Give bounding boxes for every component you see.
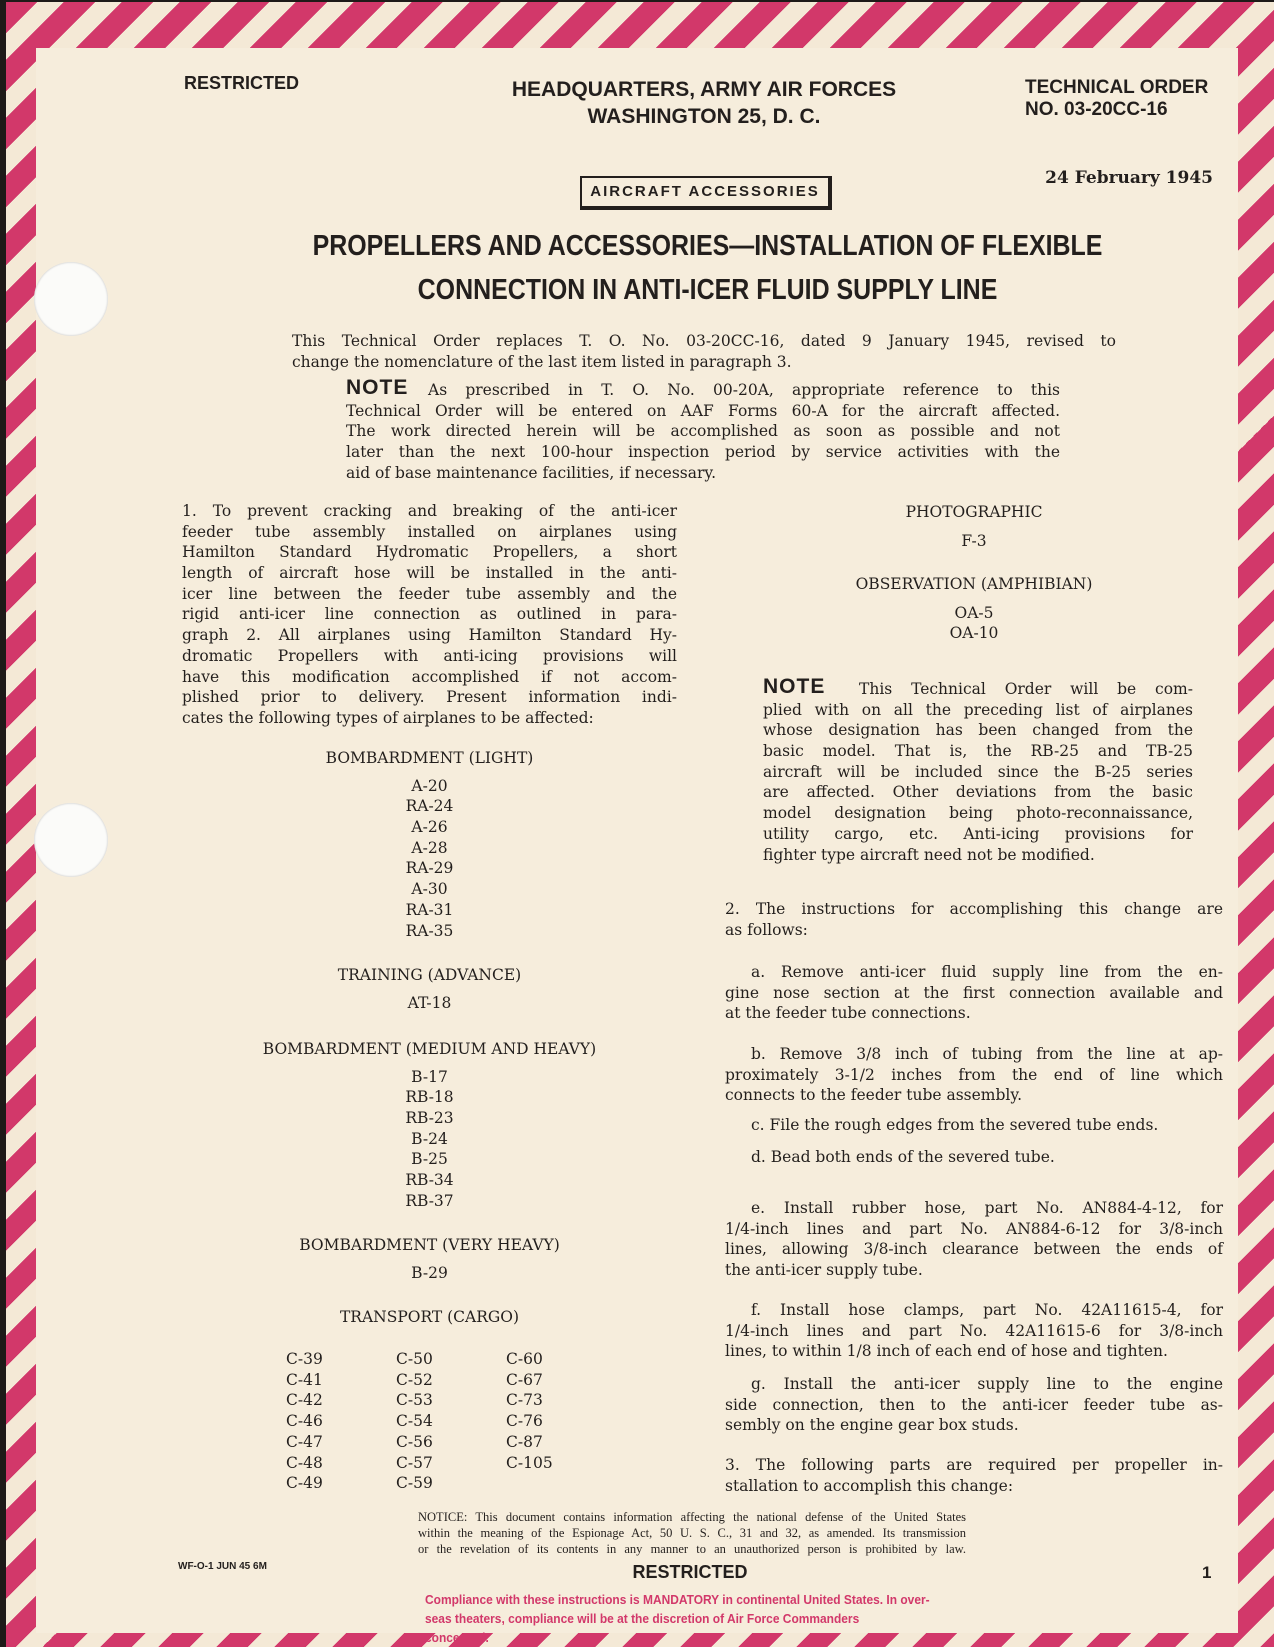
text-line: a. Remove anti-icer fluid supply line from the en-	[751, 963, 1223, 981]
aircraft-designation: C-52	[396, 1370, 433, 1389]
text-line: c. File the rough edges from the severed tube ends.	[751, 1116, 1159, 1134]
group-heading: PHOTOGRAPHIC	[905, 503, 1043, 521]
group-training	[182, 965, 677, 1013]
note-label: NOTE	[763, 675, 826, 698]
text-line: d. Bead both ends of the severed tube.	[751, 1148, 1055, 1166]
notice	[418, 1509, 966, 1557]
aircraft-designation: A-20	[411, 776, 448, 795]
text-line: g. Install the anti-icer supply line to the engine	[751, 1375, 1223, 1393]
text-line: Technical Order will be entered on AAF Forms 60-A for the aircraft affected.	[346, 401, 1060, 420]
issuing-authority	[454, 76, 954, 130]
text-line: The work directed herein will be accomplished as soon as possible and not	[346, 422, 1060, 441]
text-line: basic model. That is, the RB-25 and TB-25	[763, 742, 1193, 761]
text-line: connects to the feeder tube assembly.	[725, 1086, 1023, 1105]
text-line: This Technical Order will be com-	[859, 680, 1193, 698]
category-box: AIRCRAFT ACCESSORIES	[580, 176, 832, 210]
aircraft-designation: C-76	[506, 1412, 543, 1431]
notice-line: NOTICE: This document contains information affecting the national defense of the United States	[418, 1510, 966, 1524]
text-line: cates the following types of airplanes to be affected:	[182, 708, 594, 727]
note-label: NOTE	[346, 376, 409, 399]
aircraft-designation: RA-31	[405, 900, 454, 919]
aircraft-designation: RA-24	[405, 797, 454, 816]
aircraft-designation: C-42	[286, 1391, 323, 1410]
text-line: gine nose section at the first connection available and	[725, 983, 1223, 1002]
title-line: CONNECTION IN ANTI-ICER FLUID SUPPLY LINE	[417, 274, 998, 306]
text-line: side connection, then to the anti-icer feeder tube as-	[725, 1395, 1223, 1414]
text-line: plied with on all the preceding list of airplanes	[763, 700, 1193, 719]
text-line: 1. To prevent cracking and breaking of the anti-icer	[182, 502, 677, 520]
note-paragraph-2	[763, 679, 1193, 865]
aircraft-designation: A-30	[411, 880, 448, 899]
aircraft-designation: C-87	[506, 1432, 543, 1451]
group-heading: BOMBARDMENT (LIGHT)	[325, 749, 534, 767]
text-line: e. Install rubber hose, part No. AN884-4-12, for	[751, 1199, 1223, 1217]
technical-order-number	[1025, 77, 1208, 121]
aircraft-designation: B-29	[411, 1263, 448, 1282]
text-line: 1/4-inch lines and part No. 42A11615-6 for 3/8-inch	[725, 1321, 1223, 1340]
group-heading: BOMBARDMENT (VERY HEAVY)	[299, 1236, 560, 1254]
compliance-line: seas theaters, compliance will be at the discretion of Air Force Commanders concerned.	[425, 1611, 860, 1645]
classification-bottom: RESTRICTED	[632, 1562, 748, 1582]
hq-line: HEADQUARTERS, ARMY AIR FORCES	[511, 78, 897, 101]
aircraft-designation: RB-37	[405, 1191, 454, 1210]
text-line: lines, to within 1/8 inch of each end of hose and tighten.	[725, 1342, 1168, 1361]
aircraft-designation: C-73	[506, 1391, 543, 1410]
text-line: feeder tube assembly installed on airplanes using	[182, 522, 677, 541]
aircraft-designation: F-3	[961, 531, 987, 550]
aircraft-designation: C-54	[396, 1412, 433, 1431]
aircraft-designation: RB-23	[405, 1109, 454, 1128]
text-line: f. Install hose clamps, part No. 42A11615-4, for	[751, 1301, 1223, 1319]
paragraph-2	[725, 899, 1223, 940]
aircraft-designation: C-50	[396, 1350, 433, 1368]
compliance-line: Compliance with these instructions is MANDATORY in continental United States. In over-	[425, 1592, 930, 1607]
text-line: sembly on the engine gear box studs.	[725, 1416, 1019, 1435]
print-code: WF-O-1 JUN 45 6M	[178, 1561, 267, 1572]
aircraft-designation: A-26	[411, 818, 448, 837]
text-line: icer line between the feeder tube assembly and the	[182, 584, 677, 603]
text-line: whose designation has been changed from the	[763, 721, 1193, 740]
group-heading: TRAINING (ADVANCE)	[337, 966, 522, 984]
aircraft-designation: OA-10	[949, 624, 999, 643]
title-line: PROPELLERS AND ACCESSORIES—INSTALLATION OF FLEXIBLE	[312, 230, 1103, 262]
text-line: proximately 3-1/2 inches from the end of line which	[725, 1065, 1223, 1084]
text-line: 2. The instructions for accomplishing this change are	[725, 900, 1223, 918]
aircraft-designation: C-47	[286, 1432, 323, 1451]
group-bombardment-medium-heavy	[182, 1039, 677, 1212]
text-line: as follows:	[725, 920, 808, 939]
classification-top: RESTRICTED	[184, 73, 300, 93]
text-line: later than the next 100-hour inspection period by service activities with the	[346, 443, 1060, 462]
step-g	[725, 1374, 1223, 1436]
text-line: This Technical Order replaces T. O. No. 03-20CC-16, dated 9 January 1945, revised to	[292, 332, 1116, 350]
aircraft-designation: B-17	[411, 1067, 448, 1086]
text-line: stallation to accomplish this change:	[725, 1476, 1014, 1495]
aircraft-designation	[506, 1473, 616, 1494]
issue-date: 24 February 1945	[1045, 168, 1213, 188]
text-line: aid of base maintenance facilities, if necessary.	[346, 463, 717, 482]
group-observation	[724, 574, 1224, 644]
aircraft-designation: B-25	[411, 1150, 448, 1169]
to-label: TECHNICAL ORDER	[1025, 77, 1209, 98]
text-line: Hamilton Standard Hydromatic Propellers, a short	[182, 543, 677, 562]
aircraft-designation: C-56	[396, 1432, 433, 1451]
group-transport	[182, 1307, 677, 1328]
group-bombardment-light	[182, 748, 677, 941]
step-c	[751, 1115, 1223, 1136]
group-bombardment-very-heavy	[182, 1235, 677, 1283]
text-line: the anti-icer supply tube.	[725, 1261, 923, 1280]
aircraft-designation: RA-35	[405, 921, 454, 940]
text-line: fighter type aircraft need not be modified.	[763, 845, 1095, 864]
aircraft-designation: C-41	[286, 1370, 323, 1389]
note-paragraph	[346, 380, 1060, 483]
aircraft-designation: C-105	[506, 1453, 553, 1472]
aircraft-designation: C-53	[396, 1391, 433, 1410]
aircraft-designation: RB-34	[405, 1171, 454, 1190]
document-title	[305, 224, 1109, 312]
step-e	[725, 1198, 1223, 1281]
text-line: change the nomenclature of the last item listed in paragraph 3.	[292, 352, 792, 371]
aircraft-designation: C-49	[286, 1474, 323, 1493]
text-line: As prescribed in T. O. No. 00-20A, appropriate reference to this	[428, 381, 1060, 399]
text-line: rigid anti-icer line connection as outlined in para-	[182, 605, 677, 624]
punch-hole	[34, 803, 108, 877]
text-line: model designation being photo-reconnaissance,	[763, 804, 1193, 823]
intro-paragraph	[292, 331, 1116, 372]
step-a	[725, 962, 1223, 1024]
step-d	[751, 1147, 1223, 1168]
aircraft-designation: C-60	[506, 1350, 543, 1368]
aircraft-designation: C-46	[286, 1412, 323, 1431]
aircraft-designation: B-24	[411, 1129, 448, 1148]
notice-line: or the revelation of its contents in any manner to an unauthorized person is prohibited by law.	[418, 1542, 966, 1556]
notice-line: within the meaning of the Espionage Act, 50 U. S. C., 31 and 32, as amended. Its transmission	[418, 1526, 966, 1540]
text-line: b. Remove 3/8 inch of tubing from the line at ap-	[751, 1045, 1223, 1063]
aircraft-designation: C-67	[506, 1370, 543, 1389]
aircraft-designation: RB-18	[405, 1088, 454, 1107]
aircraft-designation: C-57	[396, 1453, 433, 1472]
group-heading: OBSERVATION (AMPHIBIAN)	[855, 575, 1093, 593]
text-line: 3. The following parts are required per propeller in-	[725, 1456, 1223, 1474]
text-line: aircraft will be included since the B-25 series	[763, 762, 1193, 781]
step-f	[725, 1300, 1223, 1362]
punch-hole	[34, 262, 108, 336]
text-line: utility cargo, etc. Anti-icing provisions for	[763, 824, 1193, 843]
text-line: plished prior to delivery. Present information indi-	[182, 688, 677, 707]
compliance-notice	[425, 1590, 930, 1647]
text-line: dromatic Propellers with anti-icing provisions will	[182, 646, 677, 665]
aircraft-designation: OA-5	[954, 603, 994, 622]
paragraph-1	[182, 501, 677, 729]
aircraft-designation: A-28	[411, 838, 448, 857]
text-line: lines, allowing 3/8-inch clearance between the ends of	[725, 1240, 1223, 1259]
text-line: graph 2. All airplanes using Hamilton Standard Hy-	[182, 626, 677, 645]
transport-list	[286, 1349, 616, 1494]
text-line: at the feeder tube connections.	[725, 1004, 971, 1023]
text-line: have this modification accomplished if not accom-	[182, 667, 677, 686]
text-line: 1/4-inch lines and part No. AN884-6-12 for 3/8-inch	[725, 1219, 1223, 1238]
to-number: NO. 03-20CC-16	[1025, 99, 1168, 120]
hq-line: WASHINGTON 25, D. C.	[587, 105, 821, 128]
paragraph-3	[725, 1455, 1223, 1496]
text-line: are affected. Other deviations from the basic	[763, 783, 1193, 802]
page-number: 1	[1202, 1563, 1212, 1582]
aircraft-designation: RA-29	[405, 859, 454, 878]
group-heading: TRANSPORT (CARGO)	[339, 1308, 520, 1326]
text-line: length of aircraft hose will be installed in the anti-	[182, 564, 677, 583]
aircraft-designation: C-59	[396, 1474, 433, 1493]
aircraft-designation: C-39	[286, 1350, 323, 1368]
aircraft-designation: C-48	[286, 1453, 323, 1472]
step-b	[725, 1044, 1223, 1106]
group-photographic	[724, 502, 1224, 551]
aircraft-designation: AT-18	[407, 993, 452, 1012]
group-heading: BOMBARDMENT (MEDIUM AND HEAVY)	[262, 1040, 597, 1058]
